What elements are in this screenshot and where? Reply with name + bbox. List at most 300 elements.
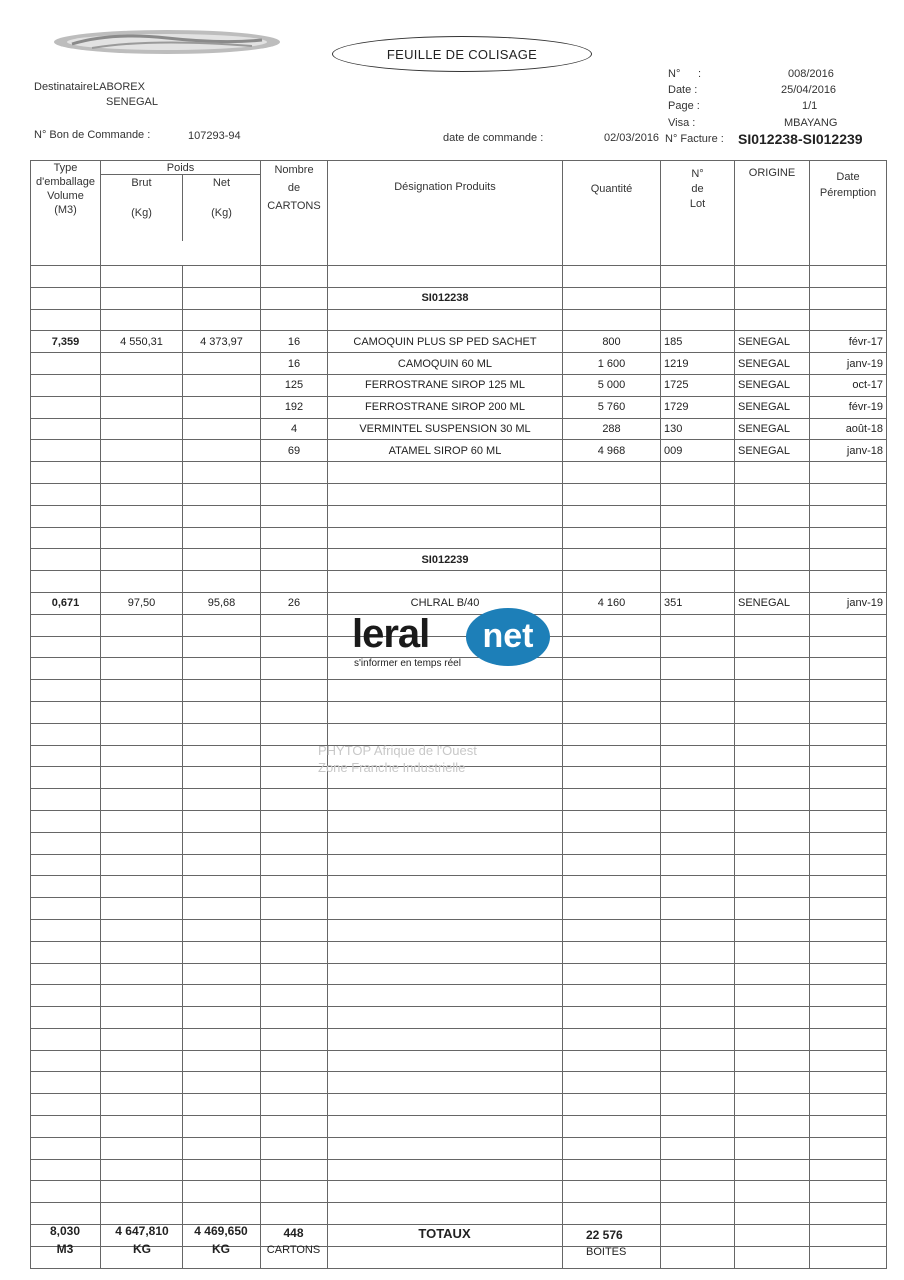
cell-origine: SENEGAL: [735, 374, 810, 396]
order-date-label: date de commande :: [443, 132, 544, 144]
watermark-logo: [340, 608, 552, 672]
cell-peremption: août-18: [810, 418, 887, 440]
empty-cell: [661, 1072, 735, 1094]
cell-cartons: 69: [261, 440, 328, 462]
empty-cell: [31, 745, 101, 767]
empty-cell: [661, 483, 735, 505]
empty-cell: [101, 309, 183, 331]
empty-cell: [183, 723, 261, 745]
empty-cell: [31, 919, 101, 941]
empty-cell: [261, 680, 328, 702]
empty-cell: [563, 266, 661, 288]
col-peremption-2: Péremption: [819, 187, 877, 199]
empty-cell: [101, 898, 183, 920]
empty-cell: [810, 898, 887, 920]
empty-cell: [183, 1159, 261, 1181]
empty-cell: [810, 571, 887, 593]
total-cartons: 448: [283, 1226, 304, 1240]
empty-cell: [101, 658, 183, 680]
empty-cell: [810, 985, 887, 1007]
col-type-1: Type: [53, 162, 78, 174]
empty-cell: [735, 614, 810, 636]
empty-cell: [261, 789, 328, 811]
empty-cell: [31, 767, 101, 789]
empty-cell: [735, 941, 810, 963]
empty-cell: [183, 1116, 261, 1138]
empty-cell: [183, 876, 261, 898]
empty-cell: [661, 963, 735, 985]
empty-cell: [183, 919, 261, 941]
empty-cell: [661, 309, 735, 331]
empty-cell: [661, 810, 735, 832]
empty-cell: [183, 1072, 261, 1094]
order-label: N° Bon de Commande :: [34, 129, 151, 141]
empty-cell: [101, 963, 183, 985]
empty-cell: [183, 353, 261, 375]
total-volume: 8,030: [49, 1224, 81, 1238]
empty-cell: [261, 1203, 328, 1225]
cell-designation: FERROSTRANE SIROP 125 ML: [328, 374, 563, 396]
empty-cell: [261, 571, 328, 593]
empty-cell: [661, 1050, 735, 1072]
empty-cell: [563, 1116, 661, 1138]
empty-cell: [563, 985, 661, 1007]
stamp-line1: PHYTOP Afrique de l'Ouest: [318, 743, 477, 758]
empty-cell: [31, 1007, 101, 1029]
empty-cell: [31, 701, 101, 723]
empty-cell: [735, 767, 810, 789]
stamp: [318, 742, 477, 776]
col-nombre-1: Nombre: [274, 164, 314, 176]
cell-brut: 4 550,31: [101, 331, 183, 353]
empty-cell: [183, 963, 261, 985]
empty-cell: [31, 527, 101, 549]
empty-cell: [183, 396, 261, 418]
packing-table: [30, 160, 887, 1269]
table-row: [31, 898, 887, 920]
empty-cell: [661, 505, 735, 527]
meta-visa-value: MBAYANG: [784, 117, 838, 129]
col-designation: Désignation Produits: [328, 161, 563, 266]
empty-cell: [661, 876, 735, 898]
empty-cell: [183, 985, 261, 1007]
total-quantite-unit: BOITES: [586, 1246, 627, 1258]
empty-cell: [328, 898, 563, 920]
empty-cell: [735, 832, 810, 854]
empty-cell: [661, 571, 735, 593]
table-row: [31, 985, 887, 1007]
invoice-label: SI012238: [328, 287, 563, 309]
empty-cell: [328, 876, 563, 898]
empty-cell: [735, 1094, 810, 1116]
empty-cell: [101, 549, 183, 571]
col-lot-3: Lot: [689, 198, 706, 210]
empty-cell: [661, 832, 735, 854]
empty-cell: [661, 789, 735, 811]
meta-page-value: 1/1: [802, 100, 818, 112]
empty-cell: [31, 374, 101, 396]
cell-designation: CAMOQUIN 60 ML: [328, 353, 563, 375]
empty-cell: [735, 571, 810, 593]
brand-logo-icon: [52, 28, 282, 56]
table-row: [31, 266, 887, 288]
empty-cell: [101, 941, 183, 963]
empty-cell: [810, 287, 887, 309]
empty-cell: [735, 680, 810, 702]
empty-cell: [101, 1072, 183, 1094]
cell-lot: 009: [661, 440, 735, 462]
empty-cell: [328, 1246, 563, 1268]
empty-cell: [261, 658, 328, 680]
empty-cell: [735, 527, 810, 549]
empty-cell: [735, 266, 810, 288]
empty-cell: [31, 1094, 101, 1116]
empty-cell: [328, 941, 563, 963]
empty-cell: [810, 1181, 887, 1203]
cell-designation: ATAMEL SIROP 60 ML: [328, 440, 563, 462]
cell-designation: CAMOQUIN PLUS SP PED SACHET: [328, 331, 563, 353]
empty-cell: [810, 941, 887, 963]
empty-cell: [810, 309, 887, 331]
empty-cell: [183, 571, 261, 593]
table-row: [31, 353, 887, 375]
empty-cell: [31, 1072, 101, 1094]
empty-cell: [563, 789, 661, 811]
empty-cell: [810, 810, 887, 832]
empty-cell: [563, 767, 661, 789]
empty-cell: [101, 1094, 183, 1116]
table-row: [31, 374, 887, 396]
empty-cell: [31, 353, 101, 375]
empty-cell: [810, 549, 887, 571]
empty-cell: [735, 985, 810, 1007]
recipient-name: LABOREX: [93, 81, 145, 93]
empty-cell: [31, 1159, 101, 1181]
cell-peremption: janv-18: [810, 440, 887, 462]
total-cartons-unit: CARTONS: [266, 1244, 321, 1256]
table-row: [31, 680, 887, 702]
empty-cell: [101, 505, 183, 527]
empty-cell: [661, 941, 735, 963]
empty-cell: [328, 1203, 563, 1225]
cell-cartons: 26: [261, 592, 328, 614]
empty-cell: [101, 418, 183, 440]
col-net-unit: (Kg): [211, 207, 232, 219]
empty-cell: [261, 701, 328, 723]
empty-cell: [328, 1050, 563, 1072]
table-row: [31, 810, 887, 832]
table-row: [31, 1159, 887, 1181]
empty-cell: [328, 1072, 563, 1094]
empty-cell: [328, 789, 563, 811]
empty-cell: [810, 919, 887, 941]
empty-cell: [31, 658, 101, 680]
order-date: 02/03/2016: [604, 132, 660, 144]
empty-cell: [101, 1007, 183, 1029]
empty-cell: [183, 898, 261, 920]
empty-cell: [183, 658, 261, 680]
col-nombre-2: de: [287, 182, 301, 194]
empty-cell: [31, 636, 101, 658]
document-title: FEUILLE DE COLISAGE: [332, 36, 592, 72]
empty-cell: [261, 483, 328, 505]
empty-cell: [563, 1094, 661, 1116]
table-row: [31, 331, 887, 353]
cell-peremption: févr-17: [810, 331, 887, 353]
empty-cell: [31, 396, 101, 418]
empty-cell: [810, 462, 887, 484]
cell-net: 95,68: [183, 592, 261, 614]
empty-cell: [661, 919, 735, 941]
empty-cell: [31, 1203, 101, 1225]
empty-cell: [261, 505, 328, 527]
empty-cell: [101, 1050, 183, 1072]
empty-cell: [661, 1007, 735, 1029]
empty-cell: [810, 1116, 887, 1138]
invoice-header-row: [31, 549, 887, 571]
empty-cell: [183, 745, 261, 767]
empty-cell: [735, 810, 810, 832]
col-peremption-1: Date: [836, 171, 860, 183]
empty-cell: [261, 919, 328, 941]
empty-cell: [328, 963, 563, 985]
empty-cell: [563, 1007, 661, 1029]
empty-cell: [183, 614, 261, 636]
col-lot: [661, 161, 735, 266]
empty-cell: [661, 1137, 735, 1159]
table-row: [31, 483, 887, 505]
empty-cell: [735, 1116, 810, 1138]
col-poids: [101, 161, 261, 266]
empty-cell: [328, 1028, 563, 1050]
empty-cell: [101, 614, 183, 636]
empty-cell: [31, 505, 101, 527]
empty-cell: [31, 854, 101, 876]
empty-cell: [31, 266, 101, 288]
empty-cell: [810, 701, 887, 723]
empty-cell: [328, 832, 563, 854]
empty-cell: [810, 680, 887, 702]
empty-cell: [261, 309, 328, 331]
empty-cell: [735, 1072, 810, 1094]
cell-quantite: 5 000: [563, 374, 661, 396]
empty-cell: [261, 1137, 328, 1159]
col-type-3: Volume: [47, 190, 84, 202]
empty-cell: [810, 789, 887, 811]
empty-cell: [563, 1181, 661, 1203]
empty-cell: [328, 1159, 563, 1181]
table-row: [31, 876, 887, 898]
empty-cell: [31, 832, 101, 854]
cell-designation: VERMINTEL SUSPENSION 30 ML: [328, 418, 563, 440]
empty-cell: [735, 876, 810, 898]
invoice-label: SI012239: [328, 549, 563, 571]
empty-cell: [563, 1203, 661, 1225]
col-lot-1: N°: [691, 168, 704, 180]
empty-cell: [101, 571, 183, 593]
col-quantite: Quantité: [563, 161, 661, 266]
empty-cell: [261, 876, 328, 898]
empty-cell: [328, 854, 563, 876]
empty-cell: [328, 1181, 563, 1203]
empty-cell: [563, 1028, 661, 1050]
empty-cell: [563, 636, 661, 658]
cell-designation: FERROSTRANE SIROP 200 ML: [328, 396, 563, 418]
table-row: [31, 396, 887, 418]
totals-label: TOTAUX: [418, 1226, 471, 1241]
empty-cell: [563, 658, 661, 680]
stamp-line2: Zone Franche Industrielle: [318, 760, 466, 775]
empty-cell: [261, 549, 328, 571]
empty-cell: [31, 1028, 101, 1050]
empty-cell: [183, 854, 261, 876]
empty-cell: [31, 1050, 101, 1072]
empty-cell: [101, 810, 183, 832]
empty-cell: [661, 549, 735, 571]
empty-cell: [810, 1225, 887, 1247]
cell-brut: 97,50: [101, 592, 183, 614]
empty-cell: [735, 701, 810, 723]
empty-cell: [183, 527, 261, 549]
empty-cell: [661, 1159, 735, 1181]
empty-cell: [563, 876, 661, 898]
empty-cell: [183, 287, 261, 309]
empty-cell: [661, 614, 735, 636]
cell-origine: SENEGAL: [735, 592, 810, 614]
empty-cell: [183, 1007, 261, 1029]
table-row: [31, 505, 887, 527]
empty-cell: [735, 636, 810, 658]
table-row: [31, 1007, 887, 1029]
empty-cell: [563, 1050, 661, 1072]
cell-quantite: 800: [563, 331, 661, 353]
total-net: 4 469,650: [194, 1224, 248, 1238]
meta-invoice-value: SI012238-SI012239: [738, 131, 863, 147]
empty-cell: [735, 287, 810, 309]
cell-cartons: 16: [261, 331, 328, 353]
empty-cell: [661, 527, 735, 549]
cell-lot: 130: [661, 418, 735, 440]
empty-cell: [328, 483, 563, 505]
table-row: [31, 1181, 887, 1203]
col-nombre-3: CARTONS: [267, 200, 321, 212]
empty-cell: [101, 527, 183, 549]
empty-cell: [735, 505, 810, 527]
cell-volume: 7,359: [31, 331, 101, 353]
empty-cell: [328, 985, 563, 1007]
empty-cell: [261, 614, 328, 636]
meta-invoice-label: N° Facture :: [665, 133, 724, 145]
empty-cell: [101, 1116, 183, 1138]
empty-cell: [328, 810, 563, 832]
empty-cell: [183, 418, 261, 440]
empty-cell: [101, 767, 183, 789]
cell-cartons: 125: [261, 374, 328, 396]
cell-lot: 351: [661, 592, 735, 614]
empty-cell: [261, 266, 328, 288]
empty-cell: [328, 1137, 563, 1159]
empty-cell: [101, 789, 183, 811]
empty-cell: [810, 505, 887, 527]
empty-cell: [735, 789, 810, 811]
empty-cell: [31, 1181, 101, 1203]
empty-cell: [101, 1137, 183, 1159]
empty-cell: [563, 1137, 661, 1159]
meta-visa-label: Visa :: [668, 117, 696, 129]
cell-origine: SENEGAL: [735, 331, 810, 353]
empty-cell: [810, 745, 887, 767]
empty-cell: [183, 462, 261, 484]
empty-cell: [183, 1203, 261, 1225]
empty-cell: [261, 1072, 328, 1094]
table-row: [31, 832, 887, 854]
empty-cell: [261, 810, 328, 832]
meta-date-value: 25/04/2016: [781, 84, 837, 96]
empty-cell: [328, 701, 563, 723]
cell-lot: 1219: [661, 353, 735, 375]
empty-cell: [31, 789, 101, 811]
table-row: [31, 854, 887, 876]
cell-lot: 1729: [661, 396, 735, 418]
empty-cell: [661, 266, 735, 288]
cell-net: 4 373,97: [183, 331, 261, 353]
empty-cell: [563, 1159, 661, 1181]
total-volume-unit: M3: [56, 1242, 74, 1256]
empty-cell: [101, 353, 183, 375]
empty-cell: [661, 1028, 735, 1050]
table-row: [31, 440, 887, 462]
table-row: [31, 1028, 887, 1050]
table-row: [31, 571, 887, 593]
empty-cell: [810, 483, 887, 505]
empty-cell: [31, 287, 101, 309]
empty-cell: [261, 462, 328, 484]
empty-cell: [328, 571, 563, 593]
empty-cell: [261, 832, 328, 854]
cell-lot: 1725: [661, 374, 735, 396]
empty-cell: [735, 1028, 810, 1050]
col-poids-label: Poids: [166, 162, 195, 174]
recipient-country: SENEGAL: [106, 96, 158, 108]
total-quantite: 22 576: [586, 1228, 623, 1242]
empty-cell: [810, 723, 887, 745]
empty-cell: [810, 1137, 887, 1159]
empty-cell: [183, 309, 261, 331]
empty-cell: [810, 527, 887, 549]
col-brut: Brut: [131, 177, 152, 189]
empty-cell: [328, 462, 563, 484]
empty-cell: [563, 854, 661, 876]
col-peremption: [810, 161, 887, 266]
table-row: [31, 789, 887, 811]
table-row: [31, 941, 887, 963]
empty-cell: [183, 680, 261, 702]
empty-cell: [261, 898, 328, 920]
empty-cell: [101, 462, 183, 484]
empty-cell: [31, 614, 101, 636]
empty-cell: [328, 505, 563, 527]
empty-cell: [661, 1246, 735, 1268]
empty-cell: [101, 483, 183, 505]
empty-cell: [661, 658, 735, 680]
empty-cell: [261, 1181, 328, 1203]
empty-cell: [101, 440, 183, 462]
empty-cell: [101, 636, 183, 658]
empty-cell: [101, 701, 183, 723]
table-row: [31, 1050, 887, 1072]
empty-cell: [735, 1137, 810, 1159]
empty-cell: [563, 701, 661, 723]
